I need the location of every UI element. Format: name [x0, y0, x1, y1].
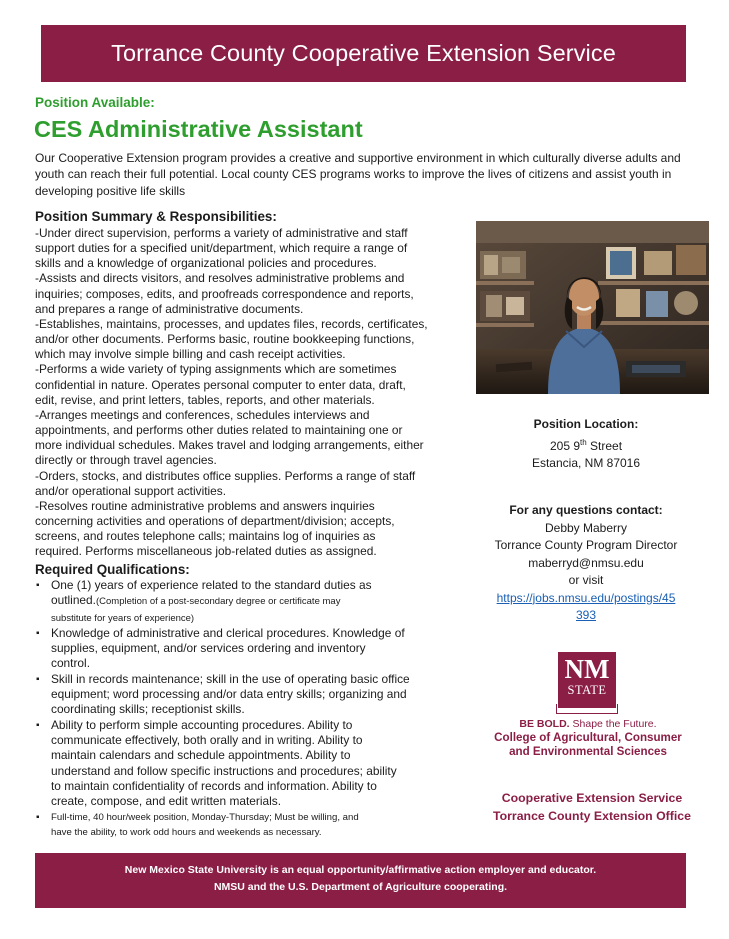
office-line2: Torrance County Extension Office [493, 809, 691, 823]
tagline-bold: BE BOLD. [519, 718, 570, 730]
qualification-line: Ability to perform simple accounting procedures. Ability to [51, 717, 353, 732]
qualification-item [35, 810, 475, 840]
summary-line: directly or through travel agencies. [35, 453, 217, 468]
position-location [476, 416, 696, 473]
summary-line: -Orders, stocks, and distributes office supplies. Performs a range of staff [35, 468, 416, 483]
qualification-note: substitute for years of experience) [51, 612, 195, 624]
summary-line: screens, and routes telephone calls; maintains log of inquiries as [35, 529, 376, 544]
postings-link-line2[interactable]: 393 [575, 608, 597, 622]
summary-line: -Arranges meetings and conferences, schedules interviews and [35, 407, 370, 422]
location-street [476, 434, 696, 456]
summary-text [35, 226, 470, 559]
qualification-line: One (1) years of experience related to the standard duties as [51, 578, 372, 592]
postings-link[interactable] [497, 591, 676, 623]
summary-line: support duties for a specified unit/department, which require a range of [35, 241, 408, 256]
street-name: Street [586, 438, 623, 453]
summary-line: and/or operational support activities. [35, 483, 227, 498]
location-label: Position Location: [533, 417, 639, 431]
qualification-line: have the ability, to work odd hours and weekends as necessary. [51, 827, 322, 839]
qualification-line: Full-time, 40 hour/week position, Monday-Thursday; Must be willing, and [51, 812, 359, 824]
summary-line: and prepares a range of administrative documents. [35, 301, 304, 316]
office-line1: Cooperative Extension Service [501, 791, 683, 805]
footer-line1: New Mexico State University is an equal opportunity/affirmative action employer and educator. [124, 864, 597, 876]
bullet-icon: ▪ [36, 627, 40, 639]
summary-line: -Assists and directs visitors, and resolves administrative problems and [35, 271, 405, 286]
postings-link-line1[interactable]: https://jobs.nmsu.edu/postings/45 [496, 590, 676, 605]
header-title: Torrance County Cooperative Extension Service [111, 40, 616, 66]
qualification-line: understand and follow specific instructions and procedures; ability [51, 763, 397, 778]
nmsu-logo [558, 652, 616, 708]
summary-line: skills and a knowledge of organizational policies and procedures. [35, 256, 377, 271]
college-tagline [484, 718, 692, 731]
summary-line: which may involve simple billing and cash receipt activities. [35, 347, 346, 362]
street-suffix: th [580, 437, 587, 447]
street-number: 205 9 [549, 438, 580, 453]
qualification-line: outlined. [51, 593, 96, 608]
summary-line: edit, revise, and print letters, tables, reports, and other materials. [35, 392, 375, 407]
location-city: Estancia, NM 87016 [531, 456, 641, 470]
bullet-icon: ▪ [36, 580, 40, 591]
qualification-item [35, 672, 475, 718]
qualification-line: create, compose, and edit written materials. [51, 794, 281, 809]
summary-line: -Performs a wide variety of typing assignments which are sometimes [35, 362, 397, 377]
job-title: CES Administrative Assistant [34, 116, 363, 142]
summary-line: more individual schedules. Makes travel and lodging arrangements, either [35, 438, 424, 453]
footer-line2: NMSU and the U.S. Department of Agriculture cooperating. [213, 881, 508, 893]
qualification-note: (Completion of a post-secondary degree or certificate may [95, 596, 341, 608]
office-block [476, 789, 708, 825]
intro-paragraph: Our Cooperative Extension program provides a creative and supportive environment in which culturally diverse adults and youth can reach their full potential. Local county CES programs works to improve the lives of citizens and assist youth in developing positive life skills [35, 151, 681, 198]
qualifications-heading: Required Qualifications: [35, 562, 190, 577]
summary-line: inquiries; composes, edits, and proofreads correspondence and reports, [35, 286, 414, 301]
summary-heading: Position Summary & Responsibilities: [35, 209, 277, 224]
summary-line: confidential in nature. Operates personal computer to enter data, draft, [35, 377, 406, 392]
contact-label: For any questions contact: [509, 503, 663, 517]
qualification-line: Knowledge of administrative and clerical procedures. Knowledge of [51, 625, 405, 640]
qualification-line: maintain calendars and schedule appointments. Ability to [51, 748, 351, 763]
office-photo-illustration [476, 221, 709, 394]
qualification-line: communicate effectively, both orally and in writing. Ability to [51, 732, 363, 747]
qualification-item [35, 718, 475, 810]
logo-state: STATE [567, 683, 607, 697]
contact-name: Debby Maberry [544, 520, 628, 535]
summary-line: required. Performs miscellaneous job-related duties as assigned. [35, 544, 377, 559]
logo-outline [556, 704, 618, 714]
qualification-line: to maintain confidentiality of records and information. Ability to [51, 778, 377, 793]
bullet-icon: ▪ [36, 719, 40, 731]
qualification-line: control. [51, 656, 90, 671]
contact-or-visit: or visit [568, 573, 604, 587]
office-photo [476, 221, 709, 394]
footer-banner [35, 853, 686, 908]
qualification-line: Skill in records maintenance; skill in the use of operating basic office [51, 671, 410, 686]
summary-line: and/or other documents. Performs basic, routine bookkeeping functions, [35, 332, 415, 347]
qualification-item [35, 626, 475, 672]
qualification-line: equipment; word processing and/or data entry skills; organizing and [51, 687, 407, 702]
summary-line: -Under direct supervision, performs a variety of administrative and staff [35, 226, 408, 240]
qualification-line: coordinating skills; receptionist skills. [51, 702, 245, 717]
summary-line: concerning activities and operations of department/division; accepts, [35, 513, 395, 528]
summary-line: -Resolves routine administrative problems and answers inquiries [35, 498, 375, 513]
college-name-line2: and Environmental Sciences [509, 745, 667, 758]
contact-email[interactable]: maberryd@nmsu.edu [528, 555, 644, 570]
qualification-line: supplies, equipment, and/or services ordering and inventory [51, 641, 366, 656]
college-name-line1: College of Agricultural, Consumer [494, 731, 682, 744]
bullet-icon: ▪ [36, 812, 40, 824]
tagline-rest: Shape the Future. [569, 718, 657, 730]
qualifications-list [35, 578, 475, 840]
logo-nm: NM [564, 654, 610, 684]
header-banner [41, 25, 686, 82]
contact-block [476, 502, 696, 625]
college-block [484, 718, 692, 759]
contact-role: Torrance County Program Director [494, 538, 678, 552]
qualification-item [35, 578, 475, 626]
summary-line: -Establishes, maintains, processes, and updates files, records, certificates, [35, 316, 428, 331]
bullet-icon: ▪ [36, 673, 40, 685]
position-available-label: Position Available: [35, 95, 155, 110]
summary-line: appointments, and performs other duties related to maintaining one or [35, 423, 403, 438]
